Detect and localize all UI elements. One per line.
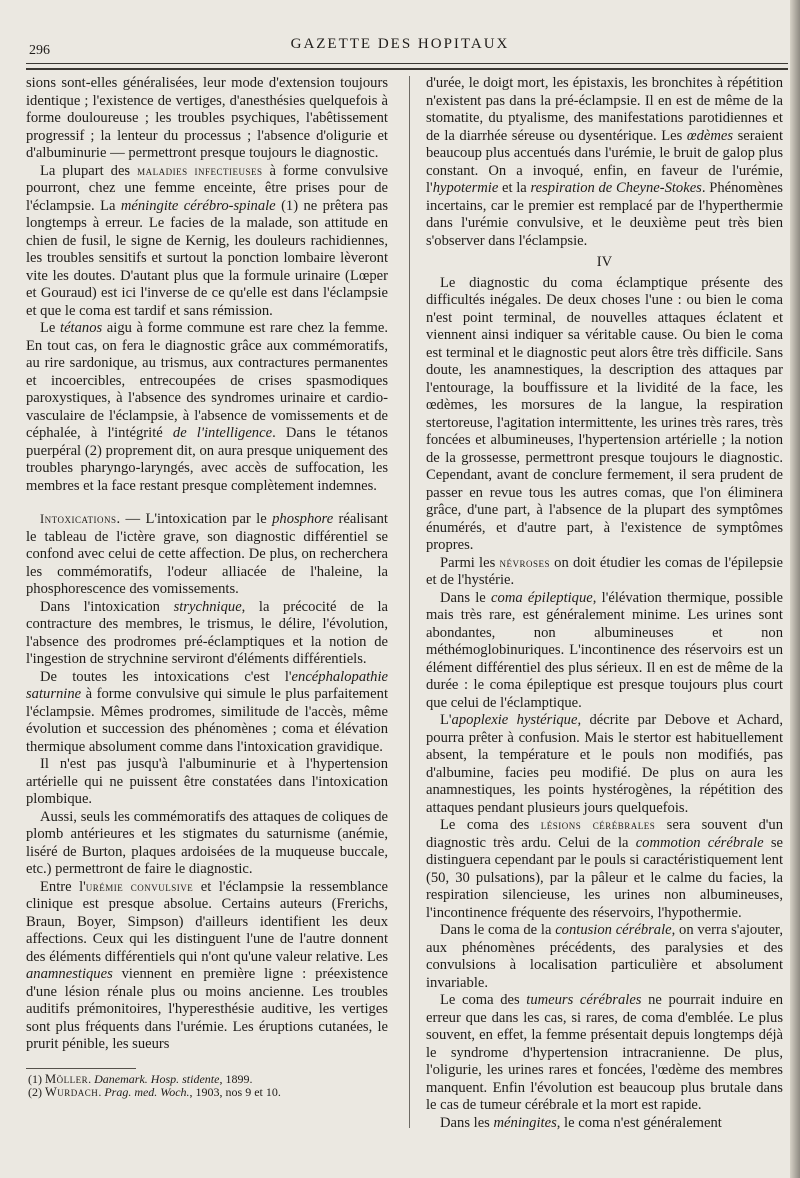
small-caps-heading: Intoxications [40, 512, 117, 526]
page-edge-shadow [790, 0, 800, 1178]
footnote: (2) Wurdach. Prag. med. Woch., 1903, nos 9 et 10. [28, 1085, 281, 1099]
footnotes [26, 1073, 388, 1100]
paragraph: Intoxications. — L'intoxication par le phosphore réalisant le tableau de l'ictère grave, son diagnostic différentiel se confond avec celui de cette affection. De plus, on recherchera les commémoratifs, l'odeur alliacée de l'haleine, la phosphorescence des vomissements. [26, 511, 388, 597]
paragraph: Entre l'urémie convulsive et l'éclampsie la ressemblance clinique est presque absolue. Certains auteurs (Frerichs, Braun, Boyer, Simpson) d'ailleurs identifient les deux affections. Ceux qui les distinguent l'une de l'autre donnent des éléments différentiels qui n'ont qu'une valeur relative. Les anamnestiques viennent en première ligne : préexistence d'une lésion rénale plus ou moins ancienne. Les troubles auditifs prémonitoires, l'hyperesthésie auditive, les vertiges sont plus fréquents dans l'urémie. Les éruptions cutanées, le prurit pénible, les sueurs [26, 878, 389, 1052]
paragraph: Dans l'intoxication strychnique, la précocité de la contracture des membres, le trismus, le délire, l'évolution, l'absence des prodromes pré-éclamptiques et la notion de l'ingestion de strychnine serviront d'éléments différentiels. [26, 598, 388, 667]
paragraph: Aussi, seuls les commémoratifs des attaques de coliques de plomb antérieures et les stigmates du saturnisme (anémie, liséré de Burton, plaques ardoisées de la muqueuse buccale, etc.) permettront de faire le diagnostic. [26, 808, 388, 877]
section-number: IV [596, 254, 613, 270]
small-caps-heading: urémie convulsive [85, 879, 194, 894]
paragraph: Le diagnostic du coma éclamptique présente des difficultés inégales. De deux choses l'une : ou bien le coma n'est point terminal, de nouvelles attaques éclatent et viennent ainsi indiquer sa véritable cause. Ou bien le coma est terminal et le diagnostic peut alors être très difficile. Sans doute, les anamnestiques, la description des attaques par l'entourage, la bouffissure et la lividité de la face, les œdèmes, les morsures de la langue, la respiration stertoreuse, l'agitation intermittente, les urines très rares, très foncées et albumineuses, l'hypertension artérielle ; la notion de la grossesse, permettront presque toujours le diagnostic. Cependant, avant de conclure fermement, il sera prudent de passer en revue tous les autres comas, que l'on éliminera grâce, d'une part, à l'absence de la plupart des symptômes énumérés, et d'autre part, à l'existence de symptômes propres. [426, 274, 783, 553]
running-head: GAZETTE DES HOPITAUX [290, 36, 510, 52]
paragraph: d'urée, le doigt mort, les épistaxis, les bronchites à répétition n'existent pas dans la pré-éclampsie. Il en est de même de la stomatite, du ptyalisme, des manifestations parotidiennes et de la diarrhée séreuse ou dysentérique. Les œdèmes seraient beaucoup plus accentués dans l'urémie, le bruit de galop plus constant. On a invoqué, enfin, en faveur de l'urémie, l'hypotermie et la respiration de Cheyne-Stokes. Phénomènes incertains, car le premier est remplacé par de l'hyperthermie dans l'urémie convulsive, et le deuxième peut très bien s'observer dans l'éclampsie. [426, 75, 783, 249]
paragraph: Dans le coma épileptique, l'élévation thermique, possible mais très rare, est généralement minime. Les urines sont abondantes, non albumineuses et non méthémoglobinuriques. L'incontinence des réservoirs est un élément différentiel des plus sérieux. Il en est de même de la durée : le coma épileptique est presque toujours plus court que celui de l'éclamptique. [426, 589, 784, 711]
footnote: (1) Möller. Danemark. Hosp. stidente, 1899. [28, 1071, 253, 1086]
paragraph: Le coma des tumeurs cérébrales ne pourrait induire en erreur que dans les cas, si rares, de coma d'emblée. Le plus souvent, en effet, la femme présentait depuis longtemps déjà le syndrome d'hypertension intracranienne. De plus, l'oligurie, les urines rares et foncées, l'œdème des membres manquent. Enfin l'évolution est beaucoup plus brutale dans le cas de tumeur cérébrale et la mort est rapide. [426, 992, 783, 1113]
paragraph: Dans les méningites, le coma n'est généralement [440, 1114, 722, 1131]
paragraph: Le coma des lésions cérébrales sera souvent d'un diagnostic très ardu. Celui de la commotion cérébrale se distinguera cependant par le pouls si caractéristiquement lent (50, 30 pulsations), par la pâleur et le calme du facies, la respiration silencieuse, les urines non albumineuses, l'incontinence fréquente des réservoirs, l'hypothermie. [426, 817, 784, 921]
small-caps-heading: maladies infectieuses [137, 163, 263, 178]
paragraph: Dans le coma de la contusion cérébrale, on verra s'ajouter, aux phénomènes précédents, des paralysies et des convulsions à localisation particulière et absolument invariable. [426, 922, 783, 991]
left-column [26, 75, 388, 1100]
footnote-rule [26, 1068, 136, 1069]
paragraph: L'apoplexie hystérique, décrite par Debove et Achard, pourra prêter à confusion. Mais le stertor est habituellement absent, la température et le pouls non modifiés, pas d'albumine, facies peu modifié. De plus on aura les anamnestiques, les points hystérogènes, la répétition des attaques pendant plusieurs jours quelquefois. [426, 712, 784, 816]
small-caps-heading: névroses [499, 555, 550, 570]
page-number: 296 [29, 43, 50, 58]
column-separator [409, 76, 410, 1128]
paragraph: Le tétanos aigu à forme commune est rare chez la femme. En tout cas, on fera le diagnostic grâce aux commémoratifs, au rire sardonique, au trismus, aux contractures permanentes et incoercibles, entrecoupées de crises spasmodiques paroxystiques, à l'absence des syndromes urinaire et cardio-vasculaire de l'éclampsie, à l'absence de vomissements et de céphalée, à l'intégrité de l'intelligence. Dans le tétanos puerpéral (2) proprement dit, on aura presque uniquement des troubles pharyngo-laryngés, avec accès de suffocation, les membres et la face restant presque complètement indemnes. [26, 320, 388, 494]
paragraph: De toutes les intoxications c'est l'encéphalopathie saturnine à forme convulsive qui simule le plus parfaitement l'éclampsie. Mêmes prodromes, similitude de l'accès, même évolution et succession des phénomènes ; coma et élévation thermique absolument comme dans l'intoxication gravidique. [26, 668, 388, 755]
right-column [426, 75, 783, 1132]
header-rule [26, 63, 788, 64]
header-rule-thick [26, 68, 788, 70]
paragraph: sions sont-elles généralisées, leur mode d'extension toujours identique ; l'existence de vertiges, d'anesthésies quelquefois à forme douloureuse ; les troubles psychiques, l'abêtissement progressif ; la lenteur du processus ; l'absence d'oligurie et d'albuminurie — permettront presque toujours le diagnostic. [26, 75, 388, 161]
small-caps-heading: lésions cérébrales [540, 818, 656, 832]
paragraph: La plupart des maladies infectieuses à forme convulsive pourront, chez une femme enceinte, être prises pour de l'éclampsie. La méningite cérébro-spinale (1) ne prêtera pas longtemps à erreur. Le facies de la malade, son attitude en chien de fusil, le signe de Kernig, les douleurs rachidiennes, les troubles sensitifs et surtout la ponction lombaire lèveront vite les doutes. D'autant plus que la formule urinaire (Lœper et Gouraud) est ici l'inverse de ce qu'elle est dans l'éclampsie et que le coma est tardif et sans rémission. [26, 162, 388, 319]
paragraph: Parmi les névroses on doit étudier les comas de l'épilepsie et de l'hystérie. [426, 554, 783, 588]
paragraph: Il n'est pas jusqu'à l'albuminurie et à l'hypertension artérielle qui ne puissent être constatées dans l'intoxication plombique. [26, 756, 388, 807]
